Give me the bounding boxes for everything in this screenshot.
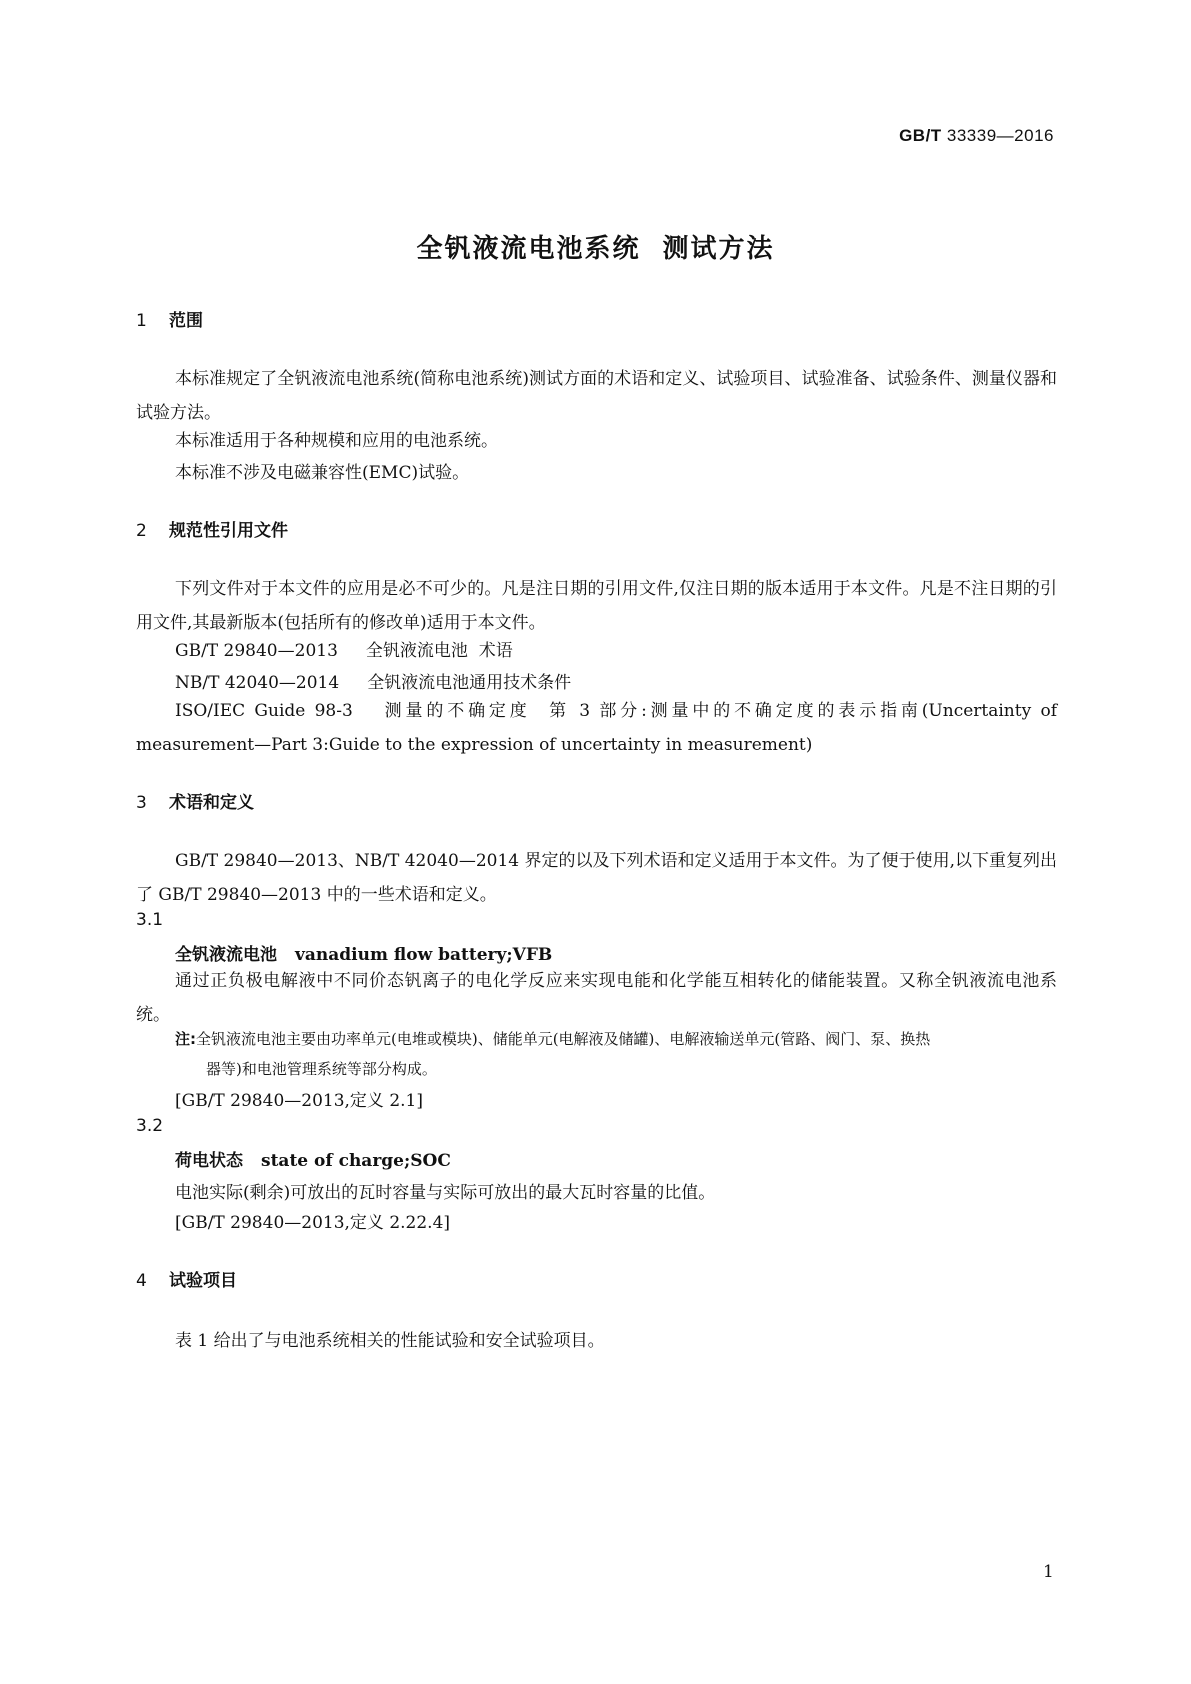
- document-title: 全钒液流电池系统 测试方法: [416, 234, 775, 264]
- term-heading: 荷电状态 state of charge;SOC: [175, 1151, 451, 1171]
- section-heading-scope: 1 范围: [136, 311, 203, 331]
- normative-ref-3: ISO/IEC Guide 98-3 测量的不确定度 第 3 部分:测量中的不确定度的表示指南(Uncertainty of measurement—Part 3:Guide to the expression of uncertainty in measurement): [136, 701, 1063, 755]
- term-definition: 通过正负极电解液中不同价态钒离子的电化学反应来实现电能和化学能互相转化的储能装置。又称全钒液流电池系统。: [136, 971, 1057, 1025]
- normative-ref-2: NB/T 42040—2014 全钒液流电池通用技术条件: [175, 673, 572, 693]
- standard-code: GB/T 33339—2016: [899, 126, 1054, 145]
- terms-intro: GB/T 29840—2013、NB/T 42040—2014 界定的以及下列术语和定义适用于本文件。为了便于使用,以下重复列出了 GB/T 29840—2013 中的一些术语和定义。: [136, 851, 1057, 905]
- term-source: [GB/T 29840—2013,定义 2.22.4]: [175, 1213, 451, 1233]
- term-note: 注:全钒液流电池主要由功率单元(电堆或模块)、储能单元(电解液及储罐)、电解液输送单元(管路、阀门、泵、换热 器等)和电池管理系统等部分构成。: [175, 1030, 931, 1078]
- scope-paragraph-2: 本标准适用于各种规模和应用的电池系统。: [175, 431, 498, 451]
- scope-paragraph-3: 本标准不涉及电磁兼容性(EMC)试验。: [175, 463, 470, 483]
- section-heading-test-items: 4 试验项目: [136, 1271, 237, 1291]
- term-number: 3.1: [136, 910, 164, 930]
- normative-intro: 下列文件对于本文件的应用是必不可少的。凡是注日期的引用文件,仅注日期的版本适用于本文件。凡是不注日期的引用文件,其最新版本(包括所有的修改单)适用于本文件。: [136, 579, 1057, 633]
- section-heading-terms: 3 术语和定义: [136, 793, 254, 813]
- term-number: 3.2: [136, 1116, 164, 1136]
- term-source: [GB/T 29840—2013,定义 2.1]: [175, 1091, 423, 1111]
- scope-paragraph-1: 本标准规定了全钒液流电池系统(简称电池系统)测试方面的术语和定义、试验项目、试验准备、试验条件、测量仪器和试验方法。: [136, 369, 1057, 423]
- term-heading: 全钒液流电池 vanadium flow battery;VFB: [175, 945, 553, 965]
- section-heading-normative: 2 规范性引用文件: [136, 521, 288, 541]
- page-number: 1: [1043, 1562, 1054, 1582]
- normative-ref-1: GB/T 29840—2013 全钒液流电池 术语: [175, 641, 513, 661]
- term-definition: 电池实际(剩余)可放出的瓦时容量与实际可放出的最大瓦时容量的比值。: [175, 1183, 716, 1203]
- test-items-paragraph: 表 1 给出了与电池系统相关的性能试验和安全试验项目。: [175, 1331, 605, 1351]
